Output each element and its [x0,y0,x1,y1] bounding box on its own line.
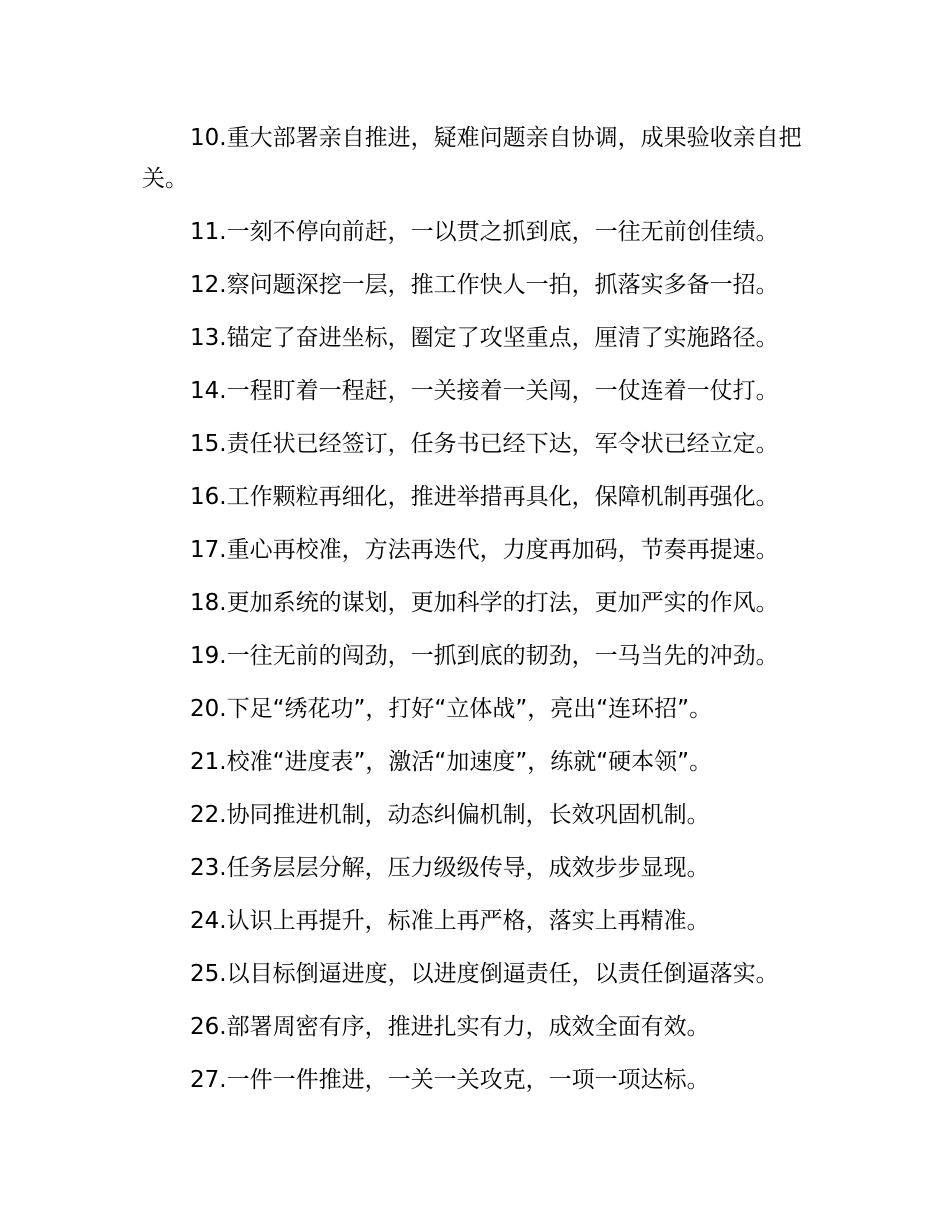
paragraph-21: 21.校准“进度表”，激活“加速度”，练就“硬本领”。 [190,749,713,775]
paragraph-15: 15.责任状已经签订，任务书已经下达，军令状已经立定。 [190,431,779,457]
paragraph-10: 10.重大部署亲自推进，疑难问题亲自协调，成果验收亲自把关。 [142,125,802,192]
paragraph-24: 24.认识上再提升，标准上再严格，落实上再精准。 [190,908,710,934]
document-body [142,118,818,1113]
paragraph-18: 18.更加系统的谋划，更加科学的打法，更加严实的作风。 [190,590,779,616]
paragraph-22: 22.协同推进机制，动态纠偏机制，长效巩固机制。 [190,802,710,828]
paragraph-14: 14.一程盯着一程赶，一关接着一关闯，一仗连着一仗打。 [190,378,779,404]
paragraph-13: 13.锚定了奋进坐标，圈定了攻坚重点，厘清了实施路径。 [190,325,779,351]
paragraph-12: 12.察问题深挖一层，推工作快人一拍，抓落实多备一招。 [190,272,779,298]
paragraph-17: 17.重心再校准，方法再迭代，力度再加码，节奏再提速。 [190,537,779,563]
paragraph-16: 16.工作颗粒再细化，推进举措再具化，保障机制再强化。 [190,484,779,510]
paragraph-19: 19.一往无前的闯劲，一抓到底的韧劲，一马当先的冲劲。 [190,643,779,669]
paragraph-11: 11.一刻不停向前赶，一以贯之抓到底，一往无前创佳绩。 [190,219,779,245]
paragraph-25: 25.以目标倒逼进度，以进度倒逼责任，以责任倒逼落实。 [190,961,779,987]
paragraph-23: 23.任务层层分解，压力级级传导，成效步步显现。 [190,855,710,881]
paragraph-26: 26.部署周密有序，推进扎实有力，成效全面有效。 [190,1014,710,1040]
paragraph-20: 20.下足“绣花功”，打好“立体战”，亮出“连环招”。 [190,696,713,722]
paragraph-27: 27.一件一件推进，一关一关攻克，一项一项达标。 [190,1067,710,1093]
